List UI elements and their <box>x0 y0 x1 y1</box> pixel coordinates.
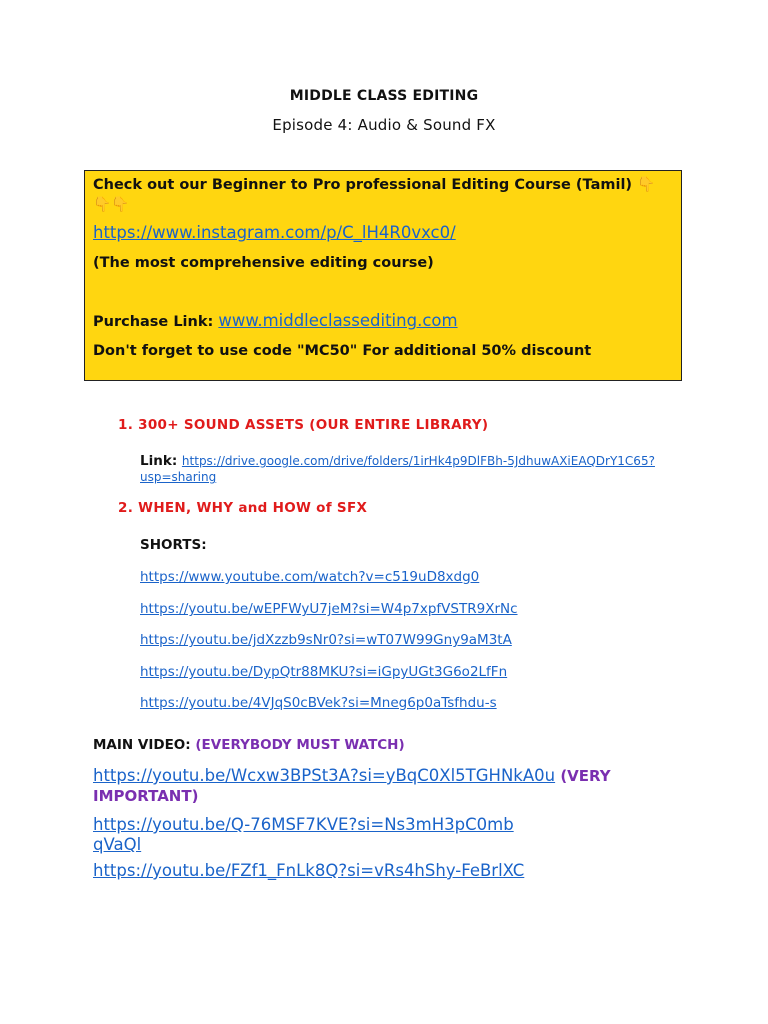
purchase-link[interactable]: www.middleclassediting.com <box>218 311 458 330</box>
promo-tagline: (The most comprehensive editing course) <box>93 255 434 271</box>
section-heading-sfx: 2. WHEN, WHY and HOW of SFX <box>118 500 368 516</box>
promo-intro: Check out our Beginner to Pro professional Editing Course (Tamil) 👇👇👇 <box>93 177 656 213</box>
purchase-separator: : <box>207 314 219 330</box>
sound-assets-link-row <box>140 453 660 485</box>
instagram-link[interactable]: https://www.instagram.com/p/C_lH4R0vxc0/ <box>93 223 456 242</box>
discount-note: Don't forget to use code "MC50" For additional 50% discount <box>93 343 592 359</box>
very-important-note: (VERY IMPORTANT) <box>93 767 611 805</box>
drive-folder-link[interactable]: https://drive.google.com/drive/folders/1irHk4p9DlFBh-5JdhuwAXiEAQDrY1C65?usp=sharing <box>140 454 655 484</box>
purchase-label: Purchase Link <box>93 314 208 330</box>
main-video-link-2[interactable]: https://youtu.be/Q-76MSF7KVE?si=Ns3mH3pC0mbqVaQl <box>93 815 514 854</box>
shorts-link-2[interactable]: https://youtu.be/wEPFWyU7jeM?si=W4p7xpfVSTR9XrNc <box>140 601 518 617</box>
shorts-link-5[interactable]: https://youtu.be/4VJqS0cBVek?si=Mneg6p0aTsfhdu-s <box>140 695 497 711</box>
episode-subtitle: Episode 4: Audio & Sound FX <box>272 116 496 134</box>
document-title: MIDDLE CLASS EDITING <box>289 88 479 104</box>
main-video-note: (EVERYBODY MUST WATCH) <box>195 737 405 753</box>
shorts-link-1[interactable]: https://www.youtube.com/watch?v=c519uD8xdg0 <box>140 569 480 585</box>
main-video-link-1[interactable]: https://youtu.be/Wcxw3BPSt3A?si=yBqC0Xl5TGHNkA0u <box>93 766 556 785</box>
main-video-link-3[interactable]: https://youtu.be/FZf1_FnLk8Q?si=vRs4hShy-FeBrlXC <box>93 861 525 880</box>
main-video-block-1 <box>93 766 673 806</box>
link-label: Link: <box>140 453 182 469</box>
shorts-link-4[interactable]: https://youtu.be/DypQtr88MKU?si=iGpyUGt3G6o2LfFn <box>140 664 508 680</box>
main-video-label: MAIN VIDEO: <box>93 737 196 753</box>
shorts-label: SHORTS: <box>140 537 207 553</box>
promo-box <box>84 170 682 381</box>
main-video-label-row <box>93 737 405 753</box>
main-video-block-3 <box>93 861 613 881</box>
shorts-link-3[interactable]: https://youtu.be/jdXzzb9sNr0?si=wT07W99Gny9aM3tA <box>140 632 512 648</box>
main-video-block-2 <box>93 815 523 855</box>
section-heading-sound-assets: 1. 300+ SOUND ASSETS (OUR ENTIRE LIBRARY) <box>118 417 489 433</box>
